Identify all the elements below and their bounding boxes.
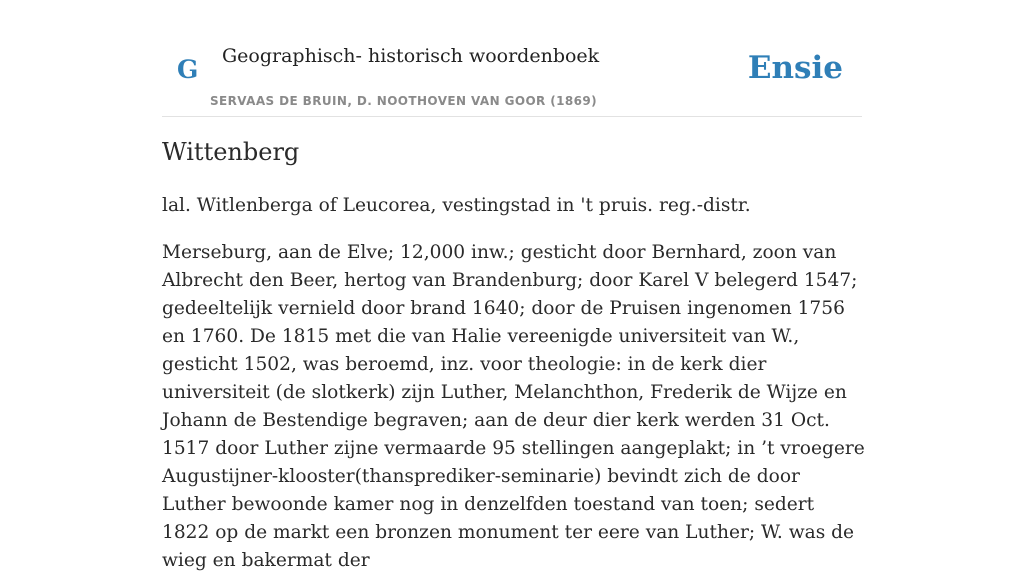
entry-paragraph: Merseburg, aan de Elve; 12,000 inw.; gesticht door Bernhard, zoon van Albrecht den Beer, hertog van Brandenburg; door Karel V belegerd 1547; gedeeltelijk vernield door brand 1640; door de Pruisen ingenomen 1756 en 1760. De 1815 met die van Halie vereenigde universiteit van W., gesticht 1502, was beroemd, inz. voor theologie: in de kerk dier universiteit (de slotkerk) zijn Luther, Melanchthon, Frederik de Wijze en Johann de Bestendige begraven; aan de deur dier kerk werden 31 Oct. 1517 door Luther zijne vermaarde 95 stellingen aangeplakt; in ’t vroegere Augustijner-klooster(thansprediker-seminarie) bevindt zich de door Luther bewoonde kamer nog in denzelfden toestand van toen; sedert 1822 op de markt een bronzen monument ter eere van Luther; W. was de wieg en bakermat der [162, 242, 865, 571]
entry-title: Wittenberg [162, 138, 300, 166]
book-logo[interactable]: G [177, 55, 199, 84]
book-author-year: SERVAAS DE BRUIN, D. NOOTHOVEN VAN GOOR (1869) [210, 94, 598, 108]
page [162, 0, 865, 571]
book-title: Geographisch- historisch woordenboek [222, 45, 600, 67]
entry-paragraph: lal. Witlenberga of Leucorea, vestingstad in 't pruis. reg.-distr. [162, 195, 751, 216]
header [162, 0, 862, 117]
brand-logo[interactable]: Ensie [747, 50, 843, 86]
